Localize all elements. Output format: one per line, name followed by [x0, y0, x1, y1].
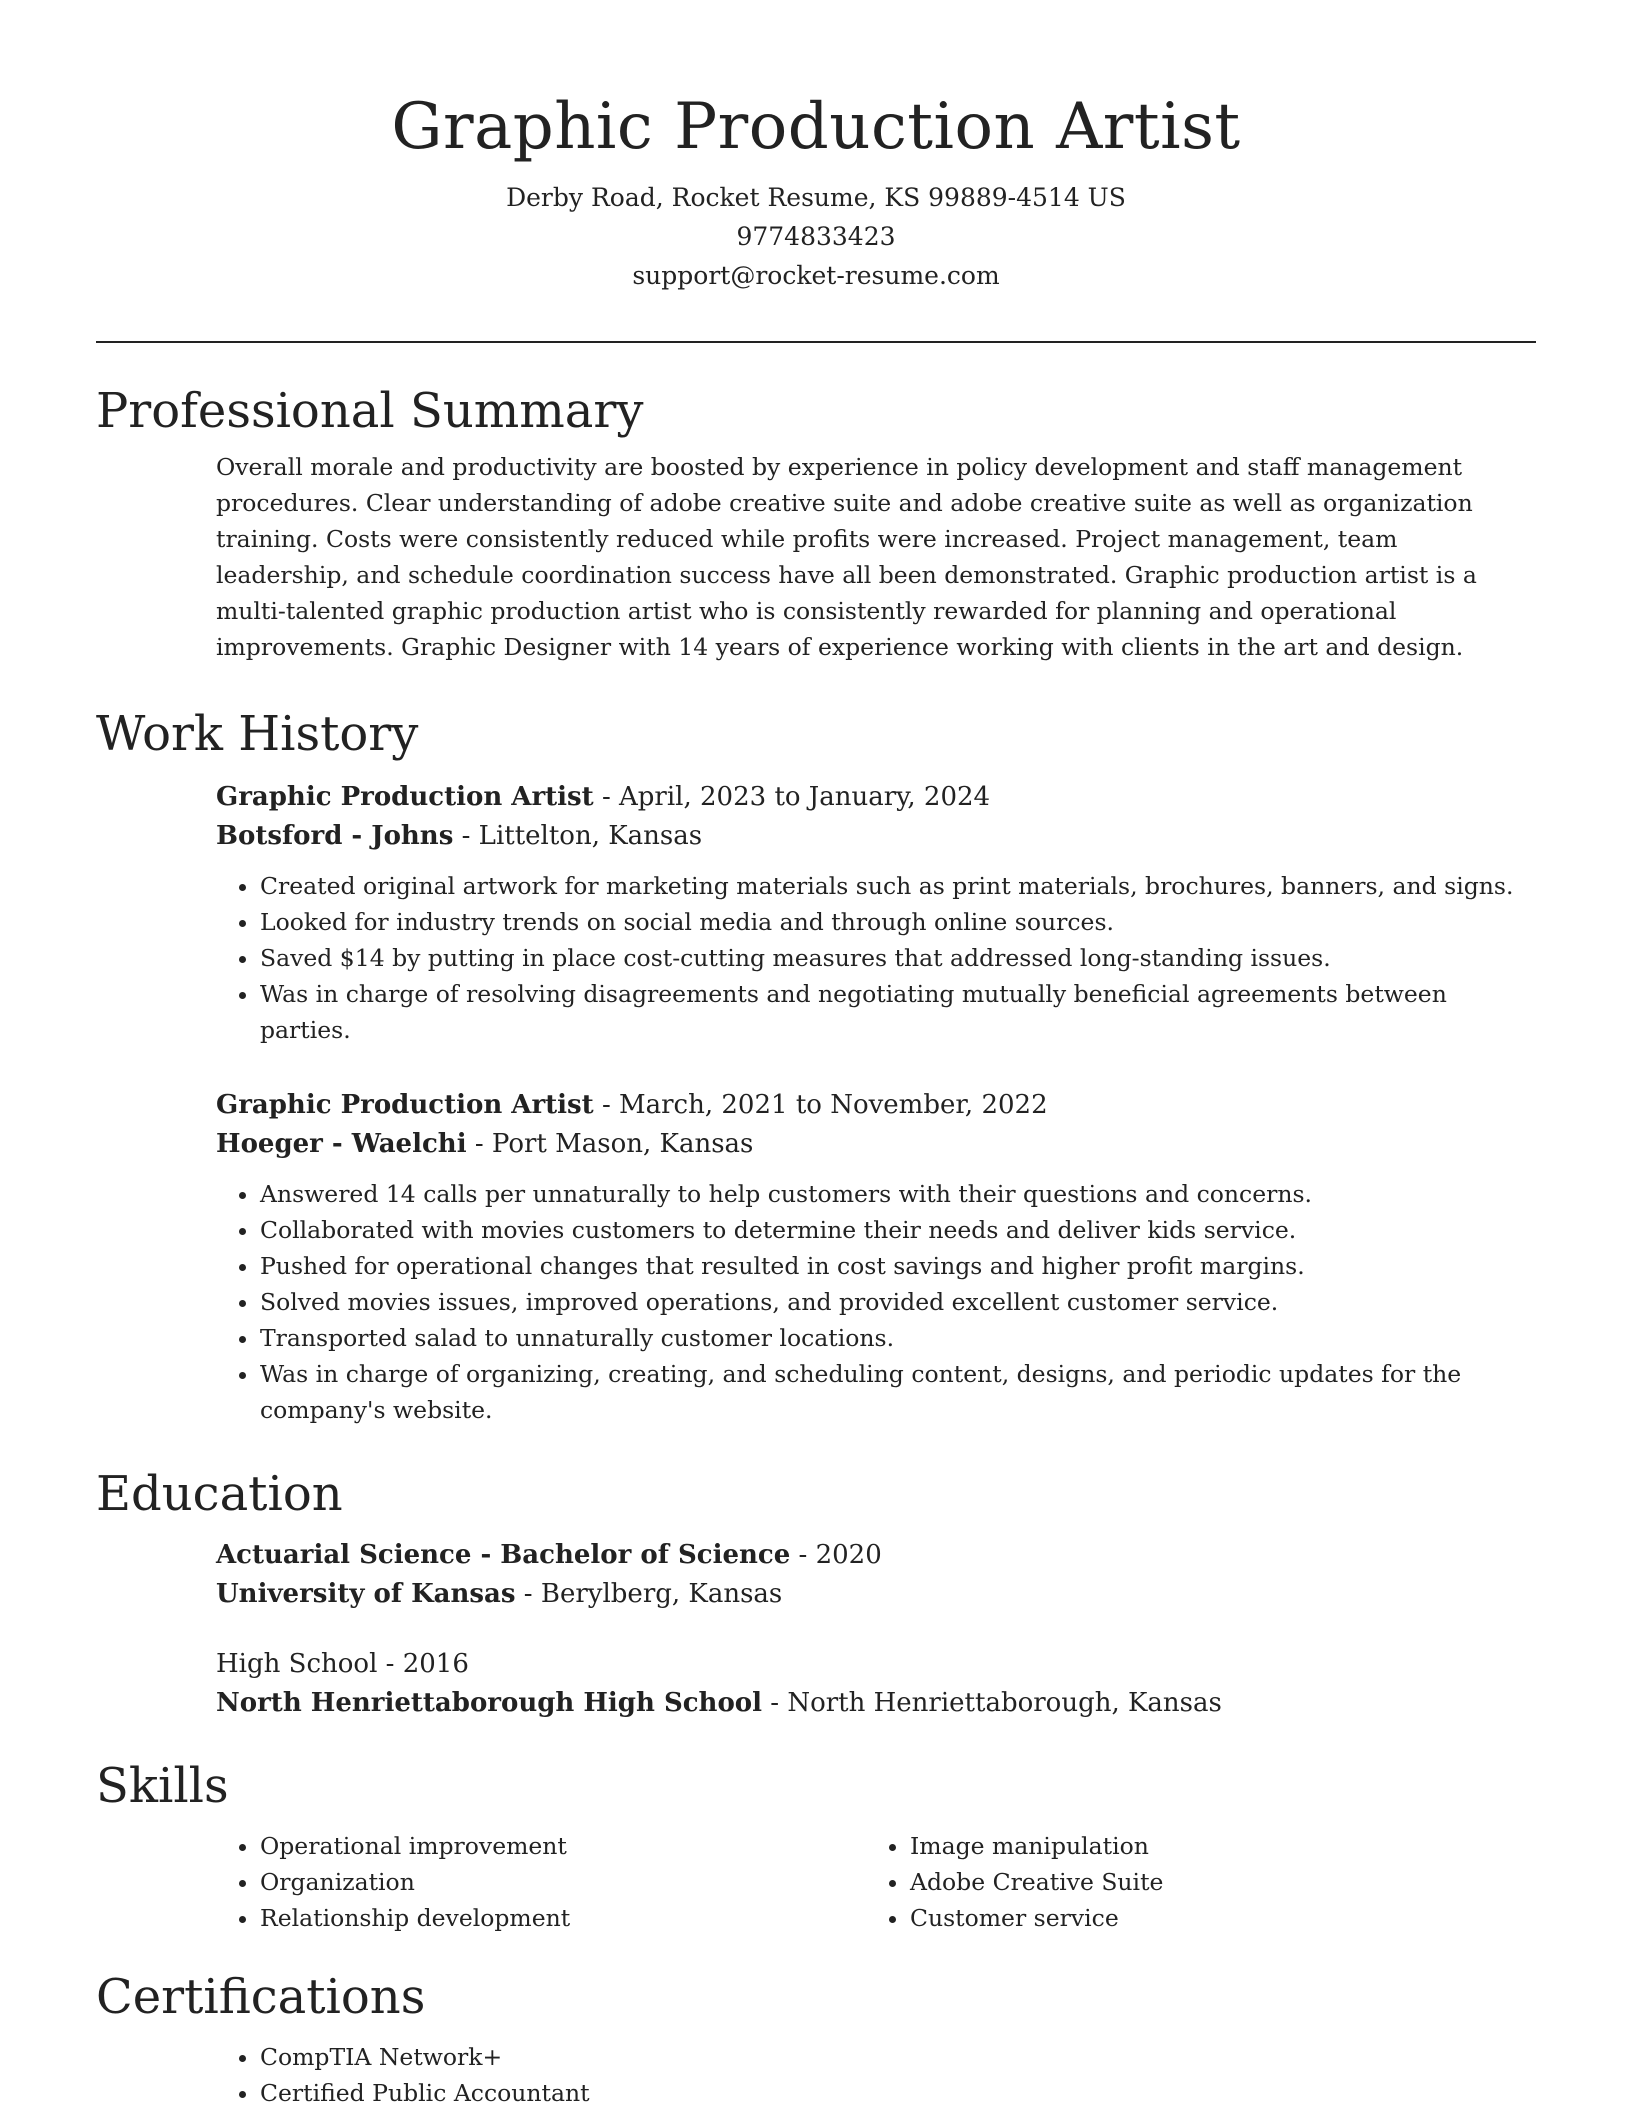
skills-column-left [216, 1828, 866, 1936]
job-role: Graphic Production Artist [216, 1090, 594, 1120]
list-item: • Saved $14 by putting in place cost-cutting measures that addressed long-standing issues. [260, 940, 1536, 976]
job-company: Hoeger - Waelchi [216, 1129, 467, 1159]
job-entry [216, 1086, 1536, 1428]
job-company: Botsford - Johns [216, 821, 454, 851]
skills-section [96, 1756, 1536, 1936]
job-role: Graphic Production Artist [216, 782, 594, 812]
work-history-heading: Work History [96, 706, 419, 762]
list-item: • Operational improvement [260, 1828, 866, 1864]
list-item: • Customer service [910, 1900, 1516, 1936]
education-heading: Education [96, 1466, 343, 1522]
list-item: • Relationship development [260, 1900, 866, 1936]
school-name: North Henriettaborough High School [216, 1688, 763, 1718]
email-address[interactable]: support@rocket-resume.com [632, 261, 1000, 290]
job-dates: - March, 2021 to November, 2022 [593, 1090, 1048, 1120]
certifications-heading: Certifications [96, 1969, 426, 2025]
list-item: • Was in charge of organizing, creating, and scheduling content, designs, and periodic updates for the company's website. [260, 1356, 1536, 1428]
list-item: • Looked for industry trends on social media and through online sources. [260, 904, 1536, 940]
graduation-year: - 2016 [377, 1649, 469, 1679]
job-title-line [216, 778, 1536, 817]
summary-text: Overall morale and productivity are boosted by experience in policy development and staff management procedures. Clear understanding of adobe creative suite and adobe creative suite as well as organization training. Costs were consistently reduced while profits were increased. Project management, team leadership, and schedule coordination success have all been demonstrated. Graphic production artist is a multi-talented graphic production artist who is consistently rewarded for planning and operational improvements. Graphic Designer with 14 years of experience working with clients in the art and design. [216, 453, 1477, 661]
work-history-section [96, 704, 1536, 1428]
degree: High School [216, 1649, 378, 1679]
list-item: • CompTIA Network+ [260, 2039, 1536, 2075]
job-entry [216, 778, 1536, 1048]
job-duties-list [216, 868, 1536, 1048]
list-item: • Certified Public Accountant [260, 2075, 1536, 2111]
list-item: • Organization [260, 1864, 866, 1900]
graduation-year: - 2020 [790, 1540, 882, 1570]
skills-heading: Skills [96, 1758, 229, 1814]
list-item: • Transported salad to unnaturally customer locations. [260, 1320, 1536, 1356]
list-item: • Was in charge of resolving disagreements and negotiating mutually beneficial agreements between parties. [260, 976, 1536, 1048]
job-title-line [216, 1086, 1536, 1125]
skills-column-right [866, 1828, 1516, 1936]
skills-grid [216, 1828, 1536, 1936]
phone-number: 9774833423 [736, 222, 896, 251]
certifications-section [96, 1967, 1536, 2111]
education-entry [216, 1536, 1536, 1614]
summary-section [96, 381, 1536, 665]
job-location: - Littelton, Kansas [453, 821, 703, 851]
address: Derby Road, Rocket Resume, KS 99889-4514 US [506, 183, 1126, 212]
resume-header [0, 82, 1632, 295]
list-item: • Adobe Creative Suite [910, 1864, 1516, 1900]
education-entry [216, 1645, 1536, 1723]
job-company-line [216, 817, 1536, 856]
job-duties-list [216, 1176, 1536, 1428]
list-item: • Image manipulation [910, 1828, 1516, 1864]
header-divider [96, 341, 1536, 343]
job-dates: - April, 2023 to January, 2024 [593, 782, 991, 812]
list-item: • Collaborated with movies customers to determine their needs and deliver kids service. [260, 1212, 1536, 1248]
applicant-name: Graphic Production Artist [391, 90, 1241, 164]
degree: Actuarial Science - Bachelor of Science [216, 1540, 791, 1570]
job-location: - Port Mason, Kansas [466, 1129, 754, 1159]
certifications-list [216, 2039, 1536, 2111]
list-item: • Answered 14 calls per unnaturally to help customers with their questions and concerns. [260, 1176, 1536, 1212]
summary-heading: Professional Summary [96, 383, 644, 439]
education-section [96, 1464, 1536, 1723]
list-item: • Created original artwork for marketing materials such as print materials, brochures, banners, and signs. [260, 868, 1536, 904]
school-location: - North Henriettaborough, Kansas [762, 1688, 1222, 1718]
list-item: • Pushed for operational changes that resulted in cost savings and higher profit margins. [260, 1248, 1536, 1284]
school-name: University of Kansas [216, 1579, 516, 1609]
school-location: - Berylberg, Kansas [515, 1579, 783, 1609]
job-company-line [216, 1125, 1536, 1164]
list-item: • Solved movies issues, improved operations, and provided excellent customer service. [260, 1284, 1536, 1320]
